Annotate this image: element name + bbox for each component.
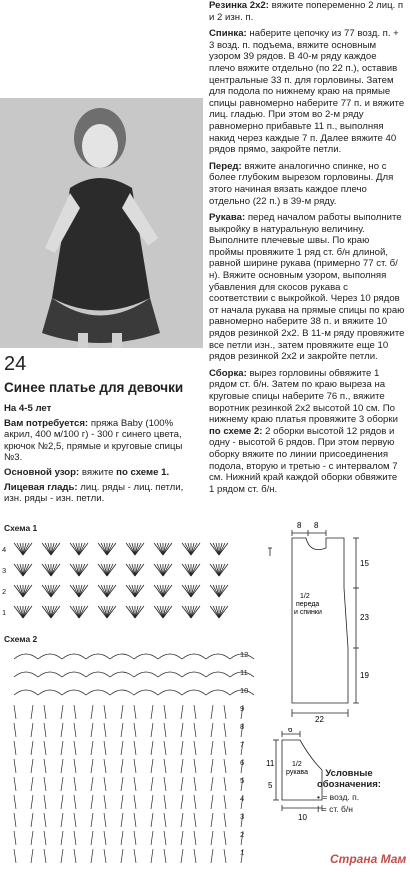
sleeve-h: 11 — [266, 759, 275, 768]
sleeve-h2: 5 — [268, 781, 273, 790]
s2-row-symbols — [14, 813, 243, 827]
s2-row-symbols — [14, 723, 243, 737]
main-label: Основной узор: — [4, 466, 80, 478]
s2-row-number: 11 — [240, 668, 248, 677]
watermark: Страна Мам — [330, 852, 407, 866]
rib-paragraph — [209, 0, 405, 23]
s1-fan-symbol — [14, 564, 32, 576]
pattern-label-3: и спинки — [294, 609, 322, 616]
back-text: наберите цепочку из 77 возд. п. + 3 возд. п. подъема, вяжите основным узором 39 рядов. В 40-м ряду каждое плечо вяжите отдельно (по 22 п.), оставив центральные 33 п. для горловины. Затем для подола по нижнему краю на прямые спицы равномерно наберите 77 п. и вяжите лиц. гладью. При этом во 2-м ряду равномерно прибавьте 11 п., выполняя накид через каждые 7 п. Далее вяжите 40 рядов прямо, закройте петли. — [209, 28, 405, 156]
s1-fan-symbol — [210, 543, 228, 555]
s1-row-1: 1 — [2, 608, 7, 617]
s1-fan-symbol — [154, 564, 172, 576]
s2-row-number: 7 — [240, 740, 245, 749]
s2-row-symbols — [14, 741, 243, 755]
s1-fan-symbol — [98, 606, 116, 618]
s2-row-number: 10 — [240, 686, 249, 695]
s1-fan-symbol — [126, 543, 144, 555]
s1-fan-symbol — [14, 543, 32, 555]
s2-row-number: 1 — [240, 848, 245, 857]
scheme2-label: Схема 2 — [4, 634, 38, 644]
legend — [317, 768, 381, 814]
legend-title-2: обозначения: — [317, 779, 381, 790]
left-column — [4, 403, 202, 508]
s1-fan-symbol — [182, 543, 200, 555]
assembly-label: Сборка: — [209, 367, 247, 379]
photo-illustration — [0, 98, 203, 348]
single-crochet-icon: I — [317, 804, 320, 814]
model-title: Синее платье для девочки — [4, 380, 184, 395]
s1-fan-symbol — [154, 543, 172, 555]
rib-text: вяжите попеременно 2 лиц. п и 2 изн. п. — [209, 0, 404, 23]
s1-fan-symbol — [182, 585, 200, 597]
assembly-bold: по схеме 2: — [209, 425, 263, 437]
sleeve-label-1: 1/2 — [292, 761, 302, 768]
scheme1-chart — [8, 533, 248, 625]
s2-row-symbols — [14, 672, 254, 677]
s2-row-symbols — [14, 705, 243, 719]
assembly-paragraph — [209, 368, 405, 496]
need-paragraph — [4, 418, 202, 464]
front-text: вяжите аналогично спинке, но с более глубоким вырезом горловины. Для этого начиная вязать каждое плечо отдельно (22 п.) в 39-м ряду. — [209, 160, 394, 207]
pattern-label-2: переда — [296, 601, 320, 608]
s2-row-symbols — [14, 690, 254, 695]
age — [4, 403, 202, 415]
s1-fan-symbol — [210, 585, 228, 597]
sleeve-label-2: рукава — [286, 769, 308, 776]
s2-row-number: 4 — [240, 794, 245, 803]
s2-row-number: 9 — [240, 704, 245, 713]
s1-fan-symbol — [42, 585, 60, 597]
s2-row-symbols — [14, 777, 243, 791]
right-column — [209, 0, 405, 500]
sleeve-w: 6 — [288, 728, 293, 734]
s1-fan-symbol — [126, 585, 144, 597]
s1-fan-symbol — [154, 606, 172, 618]
s1-fan-symbol — [70, 606, 88, 618]
s1-fan-symbol — [98, 543, 116, 555]
rib-label: Резинка 2х2: — [209, 0, 269, 11]
s1-row-3: 3 — [2, 566, 7, 575]
need-text: пряжа Baby (100% акрил, 400 м/100 г) - 300 г синего цвета, крючок №2,5, прямые и круговые спицы №3. — [4, 417, 183, 464]
s1-fan-symbol — [182, 606, 200, 618]
sleeve-label: Рукава: — [209, 212, 246, 224]
s1-fan-symbol — [126, 606, 144, 618]
main-paragraph — [4, 467, 202, 479]
main-text: вяжите — [81, 466, 114, 478]
s2-row-number: 2 — [240, 830, 245, 839]
s1-fan-symbol — [154, 585, 172, 597]
front-paragraph — [209, 161, 405, 207]
legend-item-1: = возд. п. — [322, 792, 360, 802]
s1-fan-symbol — [14, 606, 32, 618]
s2-row-symbols — [14, 795, 243, 809]
sleeve-paragraph — [209, 212, 405, 363]
face-text: лиц. ряды - лиц. петли, изн. ряды - изн. петли. — [4, 481, 184, 505]
pattern-h3: 19 — [360, 671, 369, 680]
s2-row-number: 3 — [240, 812, 245, 821]
s2-row-symbols — [14, 654, 254, 659]
s1-fan-symbol — [70, 585, 88, 597]
face-paragraph — [4, 482, 202, 505]
s2-row-symbols — [14, 759, 243, 773]
sleeve-text: перед началом работы выполните выкройку в натуральную величину. Выполните плечевые швы. По краю проймы провяжите 1 ряд ст. б/н длиной, равной ширине рукава (примерно 77 ст. б/н). Вяжите основным узором, выполняя убавления для скосов рукава с соответствии с выкройкой. Через 10 рядов от начала рукава на прямые спицы по краю равномерно наберите 38 п. и вяжите 10 рядов резинкой 2х2. В 11-м ряду провяжите все петли изн., затем провяжите еще 10 рядов резинкой 2х2 и закройте петли. — [209, 212, 405, 363]
s2-row-number: 8 — [240, 722, 245, 731]
pattern-label-1: 1/2 — [300, 593, 310, 600]
legend-row-1 — [317, 792, 381, 802]
dress-pattern — [266, 518, 406, 723]
face-label: Лицевая гладь: — [4, 481, 78, 493]
assembly-text-1: вырез горловины обвяжите 1 рядом ст. б/н. Затем по краю выреза на круговые спицы наберите 76 п., вяжите воротник резинкой 2х2 высотой 10 см. По нижнему краю платья провяжите 3 оборки — [209, 367, 398, 426]
s1-fan-symbol — [70, 564, 88, 576]
s1-row-4: 4 — [2, 545, 7, 554]
model-number: 24 — [4, 353, 27, 375]
s1-fan-symbol — [42, 606, 60, 618]
chain-icon: • — [317, 792, 320, 802]
scheme2-chart — [8, 645, 256, 867]
pattern-h1: 15 — [360, 559, 369, 568]
girl-photo — [0, 98, 203, 348]
back-label: Спинка: — [209, 28, 247, 40]
sleeve-w-bottom: 10 — [298, 813, 307, 822]
scheme1-label: Схема 1 — [4, 523, 38, 533]
legend-item-2: = ст. б/н — [321, 804, 353, 814]
need-label: Вам потребуется: — [4, 417, 89, 429]
assembly-text-2: 2 оборки высотой 12 рядов и одну - высотой 6 рядов. При этом первую оборку вяжите по линии присоединения подола, вторую и третью - с интервалом 7 см. Нижний край каждой оборки обвяжите 1 рядом ст. б/н. — [209, 425, 398, 495]
pattern-w-a: 8 — [297, 521, 302, 530]
s1-row-2: 2 — [2, 587, 7, 596]
legend-row-2 — [317, 804, 381, 814]
s2-row-number: 6 — [240, 758, 245, 767]
back-paragraph — [209, 28, 405, 156]
s1-fan-symbol — [14, 585, 32, 597]
s1-fan-symbol — [98, 564, 116, 576]
s1-fan-symbol — [70, 543, 88, 555]
s1-fan-symbol — [126, 564, 144, 576]
s2-row-symbols — [14, 849, 243, 863]
pattern-h2: 23 — [360, 613, 369, 622]
main-bold: по схеме 1. — [116, 466, 170, 478]
s1-fan-symbol — [210, 564, 228, 576]
s1-fan-symbol — [98, 585, 116, 597]
s2-row-number: 12 — [240, 650, 249, 659]
s1-fan-symbol — [42, 564, 60, 576]
s2-row-number: 5 — [240, 776, 245, 785]
s1-fan-symbol — [210, 606, 228, 618]
s2-row-symbols — [14, 831, 243, 845]
s1-fan-symbol — [182, 564, 200, 576]
front-label: Перед: — [209, 160, 242, 172]
s1-fan-symbol — [42, 543, 60, 555]
pattern-w-bottom: 22 — [315, 715, 324, 723]
legend-title-1: Условные — [325, 768, 373, 779]
age-text: На 4-5 лет — [4, 403, 52, 414]
pattern-w-b: 8 — [314, 521, 319, 530]
